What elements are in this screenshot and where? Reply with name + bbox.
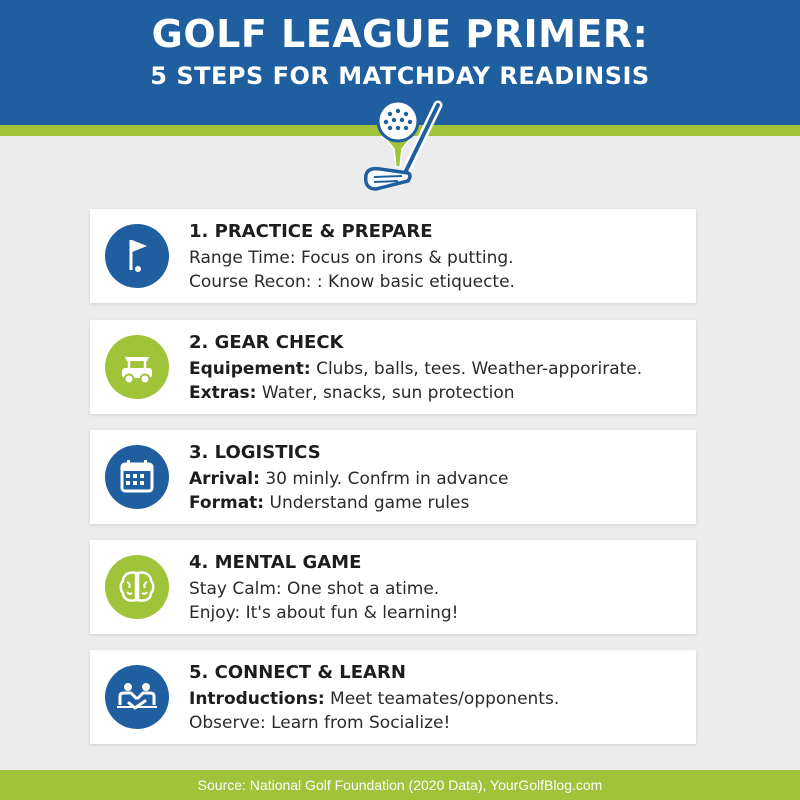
step-card-connect — [90, 650, 696, 744]
step-detail-label: Introductions: — [189, 689, 325, 709]
golf-cart-icon — [105, 335, 169, 399]
footer-bar — [0, 770, 800, 800]
step-detail-label: Arrival: — [189, 469, 260, 489]
step-detail-line — [189, 359, 642, 379]
step-detail-line — [189, 493, 469, 513]
step-card-mental — [90, 540, 696, 634]
source-citation: Source: National Golf Foundation (2020 Data), YourGolfBlog.com — [197, 777, 603, 793]
step-detail-line — [189, 248, 514, 268]
step-detail-label: Equipement: — [189, 359, 311, 379]
step-detail-text: Stay Calm: One shot a atime. — [189, 579, 440, 599]
step-title: 2. GEAR CHECK — [189, 332, 344, 353]
page-title: GOLF LEAGUE PRIMER: — [151, 12, 649, 56]
handshake-icon — [105, 665, 169, 729]
step-detail-line — [189, 689, 559, 709]
step-card-gear — [90, 320, 696, 414]
golf-ball-tee-club-icon — [358, 97, 448, 192]
step-title: 5. CONNECT & LEARN — [189, 662, 406, 683]
step-detail-text: Water, snacks, sun protection — [256, 383, 515, 403]
brain-icon — [105, 555, 169, 619]
step-detail-text: Observe: Learn from Socialize! — [189, 713, 451, 733]
calendar-icon — [105, 445, 169, 509]
page-subtitle: 5 STEPS FOR MATCHDAY READINSIS — [150, 62, 650, 90]
step-detail-line — [189, 272, 515, 292]
step-title: 3. LOGISTICS — [189, 442, 321, 463]
step-detail-line — [189, 383, 515, 403]
step-detail-line — [189, 603, 458, 623]
golf-flag-icon — [105, 224, 169, 288]
step-detail-line — [189, 469, 508, 489]
step-card-logistics — [90, 430, 696, 524]
step-title: 1. PRACTICE & PREPARE — [189, 221, 433, 242]
step-title: 4. MENTAL GAME — [189, 552, 362, 573]
step-detail-text: 30 minly. Confrm in advance — [259, 469, 509, 489]
step-detail-text: Range Time: Focus on irons & putting. — [189, 248, 514, 268]
step-detail-text: Enjoy: It's about fun & learning! — [189, 603, 459, 623]
step-detail-line — [189, 579, 439, 599]
step-detail-text: Meet teamates/opponents. — [324, 689, 560, 709]
step-detail-text: Course Recon: : Know basic etiquecte. — [189, 272, 515, 292]
step-detail-label: Extras: — [189, 383, 257, 403]
step-detail-line — [189, 713, 450, 733]
step-detail-text: Understand game rules — [264, 493, 470, 513]
step-card-practice — [90, 209, 696, 303]
step-detail-label: Format: — [189, 493, 265, 513]
step-detail-text: Clubs, balls, tees. Weather-apporirate. — [310, 359, 643, 379]
